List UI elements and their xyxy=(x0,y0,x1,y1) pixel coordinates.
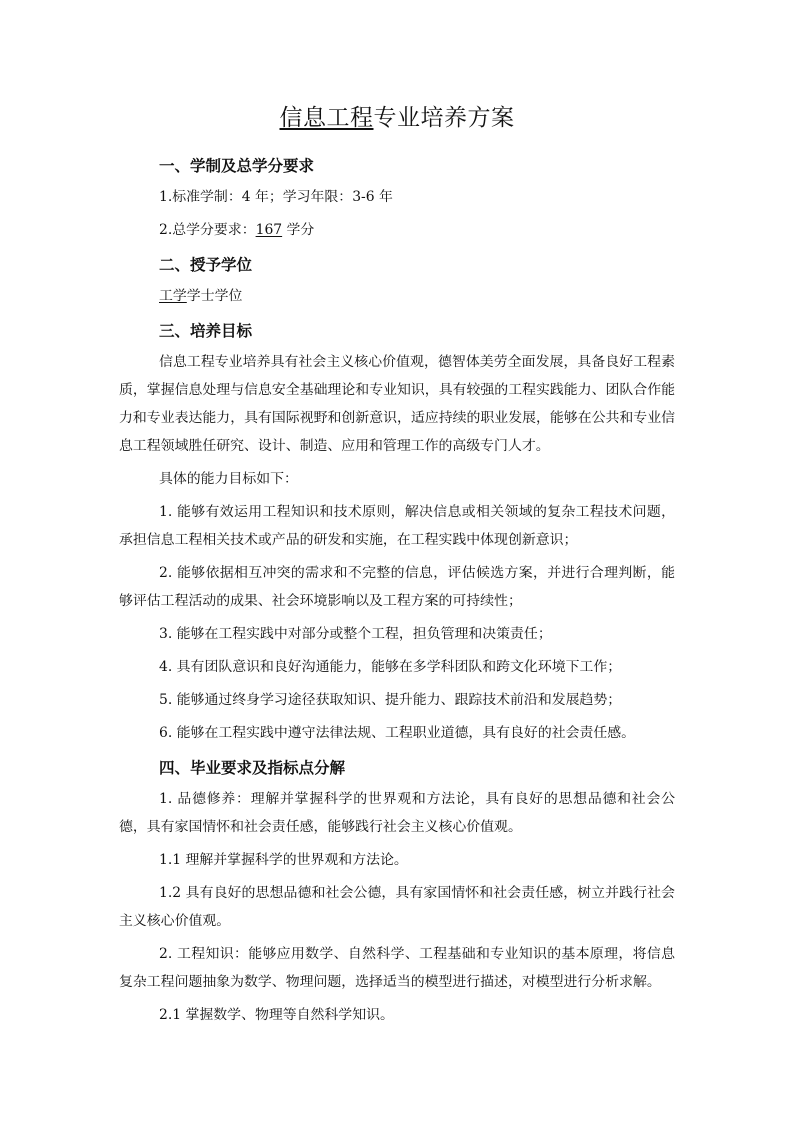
goals-intro: 具体的能力目标如下： xyxy=(159,471,298,487)
training-goal-intro: 信息工程专业培养具有社会主义核心价值观，德智体美劳全面发展，具备良好工程素质，掌握信息处理与信息安全基础理论和专业知识，具有较强的工程实践能力、团队合作能力和专业表达能力，具有国际视野和创新意识，适应持续的职业发展，能够在公共和专业信息工程领域胜任研究、设计、制造、应用和管理工作的高级专门人才。 xyxy=(119,354,675,454)
goal-item: 1. 能够有效运用工程知识和技术原则，解决信息或相关领域的复杂工程技术问题，承担信息工程相关技术或产品的研发和实施，在工程实践中体现创新意识； xyxy=(119,504,675,548)
section-heading-1: 一、学制及总学分要求 xyxy=(159,157,315,175)
section-heading-2: 二、授予学位 xyxy=(159,256,253,274)
document-title xyxy=(119,100,675,136)
section-heading-3: 三、培养目标 xyxy=(159,322,253,340)
requirement-item: 1.1 理解并掌握科学的世界观和方法论。 xyxy=(159,852,408,868)
goal-item: 3. 能够在工程实践中对部分或整个工程，担负管理和决策责任； xyxy=(159,626,552,642)
requirement-item: 1.2 具有良好的思想品德和社会公德，具有家国情怀和社会责任感，树立并践行社会主义核心价值观。 xyxy=(119,885,675,929)
total-credits xyxy=(119,216,675,244)
requirement-item: 2.1 掌握数学、物理等自然科学知识。 xyxy=(159,1007,394,1023)
schooling-years: 1.标准学制：4 年；学习年限：3-6 年 xyxy=(159,189,393,205)
goal-item: 5. 能够通过终身学习途径获取知识、提升能力、跟踪技术前沿和发展趋势； xyxy=(159,692,622,708)
document-page xyxy=(119,100,675,1034)
credits-label: 2.总学分要求： xyxy=(159,222,256,238)
section-heading-4: 四、毕业要求及指标点分解 xyxy=(159,759,346,777)
requirement-item: 2. 工程知识：能够应用数学、自然科学、工程基础和专业知识的基本原理，将信息复杂工程问题抽象为数学、物理问题，选择适当的模型进行描述，对模型进行分析求解。 xyxy=(119,946,675,990)
requirement-item: 1. 品德修养：理解并掌握科学的世界观和方法论，具有良好的思想品德和社会公德，具有家国情怀和社会责任感，能够践行社会主义核心价值观。 xyxy=(119,791,675,835)
title-underlined: 信息工程 xyxy=(279,105,374,131)
goal-item: 4. 具有团队意识和良好沟通能力，能够在多学科团队和跨文化环境下工作； xyxy=(159,659,622,675)
goal-item: 6. 能够在工程实践中遵守法律法规、工程职业道德，具有良好的社会责任感。 xyxy=(159,725,636,741)
goal-item: 2. 能够依据相互冲突的需求和不完整的信息，评估候选方案，并进行合理判断，能够评估工程活动的成果、社会环境影响以及工程方案的可持续性； xyxy=(119,565,675,609)
credits-value: 167 xyxy=(255,222,283,238)
credits-unit: 学分 xyxy=(282,222,315,238)
degree-type: 学士学位 xyxy=(186,288,243,304)
degree-field: 工学 xyxy=(159,288,187,304)
degree xyxy=(119,282,675,310)
title-rest: 专业培养方案 xyxy=(373,105,515,131)
